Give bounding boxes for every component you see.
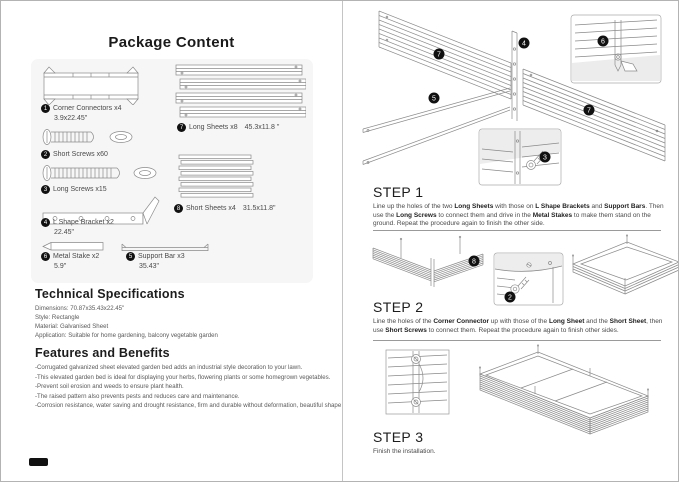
- long-sheets-drawing: [174, 64, 306, 122]
- svg-text:7: 7: [587, 107, 591, 115]
- specs-heading: Technical Specifications: [35, 287, 185, 301]
- part-ref-badge: [505, 292, 516, 303]
- spec-application: Application: Suitable for home gardening, balcony vegetable garden: [35, 332, 218, 339]
- part-dims: 35.43": [139, 263, 160, 270]
- metal-stake-drawing: [41, 241, 105, 252]
- svg-text:3: 3: [543, 154, 547, 162]
- part-ref-badge: [584, 105, 595, 116]
- part-label: Support Bar x3: [138, 253, 185, 260]
- corner-connector-drawing: [41, 65, 143, 105]
- part-dims: 45.3x11.8 ": [244, 124, 280, 131]
- long-screw-icon: [41, 163, 165, 183]
- part-number-badge: 4: [41, 218, 50, 227]
- part-ref-badge: [598, 36, 609, 47]
- step1-heading: STEP 1: [373, 184, 424, 200]
- part-label: Long Screws x15: [53, 186, 107, 193]
- part-long-sheets: [177, 123, 279, 132]
- part-ref-badge: [429, 93, 440, 104]
- step2-text: Line the holes of the Corner Connector up with those of the Long Sheet and the Short Sheet, then use Short Screws to connect them. Repeat the procedure again to finish other sides.: [373, 318, 663, 334]
- part-support-bar: [126, 252, 185, 261]
- step3-finished-bed-drawing: [479, 345, 648, 434]
- part-label: Long Sheets x8: [189, 124, 238, 131]
- part-ref-badge: [469, 256, 480, 267]
- assembly-steps-panel: [343, 1, 679, 482]
- part-number-badge: 8: [174, 204, 183, 213]
- divider: [373, 340, 661, 341]
- feature-line: -The raised pattern also prevents pests and reduces care and maintenance.: [35, 392, 240, 400]
- step2-frame-drawing: [572, 235, 679, 294]
- part-ref-badge: [434, 49, 445, 60]
- part-ref-badge: [519, 38, 530, 49]
- part-dims: 22.45": [54, 229, 75, 236]
- spec-dimensions: Dimensions: 70.87x35.43x22.45": [35, 305, 125, 312]
- svg-text:7: 7: [437, 51, 441, 59]
- page-title: Package Content: [108, 34, 235, 51]
- part-label: Short Sheets x4: [186, 205, 236, 212]
- spec-material: Material: Galvanised Sheet: [35, 323, 109, 330]
- part-label: Corner Connectors x4: [53, 105, 122, 112]
- short-screw-icon: [41, 127, 141, 147]
- part-dims: 3.9x22.45": [54, 115, 88, 122]
- features-section: [35, 346, 341, 411]
- part-long-screws: [41, 185, 107, 194]
- package-content-section: [1, 34, 342, 51]
- part-label: Short Screws x60: [53, 151, 108, 158]
- part-number-badge: 7: [177, 123, 186, 132]
- part-dims: 31.5x11.8": [242, 205, 276, 212]
- svg-text:5: 5: [432, 95, 436, 103]
- step1-stake-inset: [571, 15, 661, 83]
- step1-diagram: [343, 1, 679, 187]
- part-label: L Shape Bracket x2: [53, 219, 114, 226]
- svg-text:6: 6: [601, 38, 605, 46]
- feature-line: -Corrosion resistance, water saving and drought resistance, firm and durable without deformation, beautiful shape: [35, 402, 342, 410]
- short-sheets-drawing: [177, 154, 255, 200]
- svg-text:2: 2: [508, 294, 512, 302]
- part-ref-badge: [540, 152, 551, 163]
- part-number-badge: 3: [41, 185, 50, 194]
- part-label: Metal Stake x2: [53, 253, 100, 260]
- feature-line: -This elevated garden bed is ideal for displaying your herbs, flowering plants or some homegrown vegetables.: [35, 373, 331, 381]
- part-number-badge: 6: [41, 252, 50, 261]
- feature-line: -Prevent soil erosion and weeds to ensure plant health.: [35, 383, 184, 391]
- step2-diagram: [343, 234, 679, 307]
- part-dims: 5.9": [54, 263, 67, 270]
- step3-heading: STEP 3: [373, 429, 424, 445]
- technical-specifications-section: [35, 287, 218, 340]
- svg-text:4: 4: [522, 40, 526, 48]
- part-short-sheets: [174, 204, 276, 213]
- step3-diagram: [343, 344, 679, 436]
- step2-heading: STEP 2: [373, 299, 424, 315]
- part-short-screws: [41, 150, 108, 159]
- part-corner-connectors: [41, 104, 121, 113]
- svg-text:8: 8: [472, 258, 476, 266]
- features-heading: Features and Benefits: [35, 346, 170, 360]
- part-number-badge: 2: [41, 150, 50, 159]
- step3-text: Finish the installation.: [373, 448, 436, 455]
- step2-screw-inset: [494, 253, 563, 305]
- step1-text: Line up the holes of the two Long Sheets with those on L Shape Brackets and Support Bars. Then use the Long Screws to connect them and drive in the Metal Stakes to make them stand on the ground. Repeat the procedure again to finish the other side.: [373, 203, 664, 228]
- step3-connector-inset: [386, 350, 449, 414]
- divider: [373, 230, 661, 231]
- spec-style: Style: Rectangle: [35, 314, 80, 321]
- parts-panel: [31, 59, 313, 283]
- feature-line: -Corrugated galvanized sheet elevated garden bed adds an industrial style decoration to your lawn.: [35, 364, 303, 371]
- part-number-badge: 1: [41, 104, 50, 113]
- part-metal-stake: [41, 252, 99, 261]
- part-number-badge: 5: [126, 252, 135, 261]
- part-l-bracket: [41, 218, 114, 227]
- logo-mark: [29, 458, 48, 466]
